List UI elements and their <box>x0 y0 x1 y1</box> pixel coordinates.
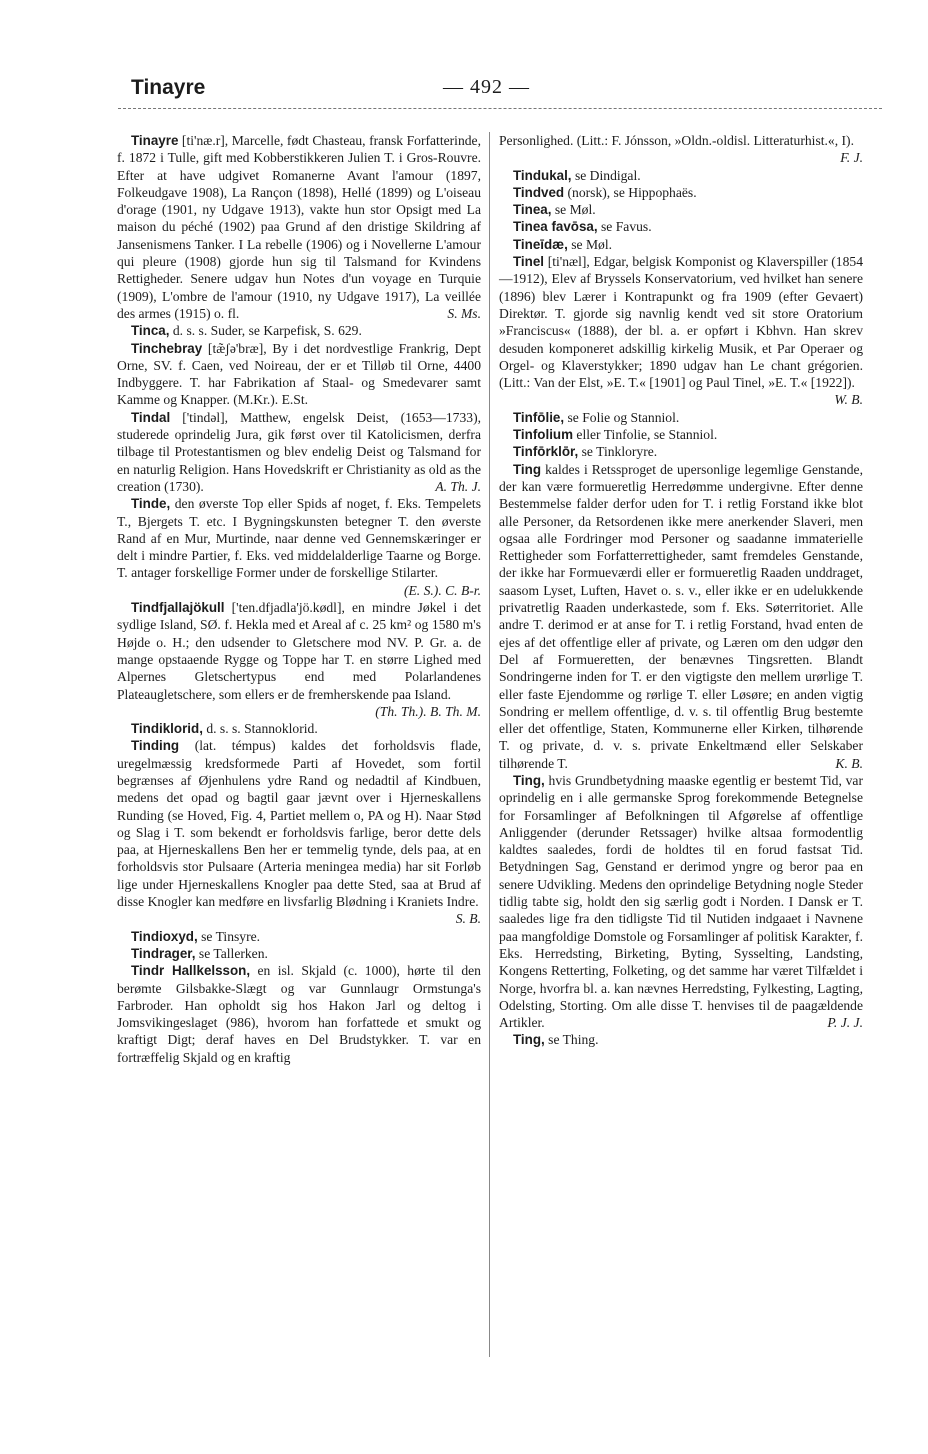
entry-tinea-favosa <box>499 218 863 235</box>
entry-tindved <box>499 184 863 201</box>
entry-text: se Folie og Stanniol. <box>567 409 680 425</box>
entry-text: se Thing. <box>548 1032 599 1048</box>
header-rule <box>118 108 882 109</box>
entry-tinel <box>499 253 863 409</box>
entry-tindfjallajokull <box>117 599 481 720</box>
entry-headword: Tinfōlie, <box>513 409 565 425</box>
entry-headword: Tinca, <box>131 323 170 339</box>
left-column <box>117 132 481 1066</box>
entry-continuation <box>499 132 863 167</box>
entry-ting-assembly <box>499 772 863 1031</box>
entry-text: [tæ̃ʃə'bræ], By i det nordvestlige Frankrig, Dept Orne, SV. f. Caen, ved Noireau, der er et Tilløb til Orne, 4400 Indbyggere. T. har Fabrikation af Staal- og Smedevarer samt Kamme og Knapper. (M.Kr.). E.St. <box>117 340 481 408</box>
entry-headword: Ting, <box>513 1032 545 1048</box>
entry-tinea <box>499 201 863 218</box>
entry-headword: Ting <box>513 461 542 477</box>
entry-text: d. s. s. Suder, se Karpefisk, S. 629. <box>172 323 362 339</box>
entry-text: den øverste Top eller Spids af noget, f. Eks. Tempelets T., Bjergets T. etc. I Bygningskunsten betegner T. den øverste Rand af en Mur, Murtinde, naar denne ved Gennemskæringer er delt i mindre Partier, f. Eks. ved middelalderlige Taarne og Borge. T. antager forskellige Former under de forskellige Stilarter. <box>117 496 481 581</box>
entry-headword: Tindfjallajökull <box>131 600 225 616</box>
entry-headword: Tinfolium <box>513 427 574 443</box>
entry-text: kaldes i Retssproget de upersonlige legemlige Genstande, der kan være formueretlig Herredømme undergivne. Efter denne Bestemmelse falder derfor uden for T. i retlig Forstand ikke blot alle Personer, da Retsordenen ikke mere anerkender Slaveri, men ogsaa alle Fordringer mod Personer og saadanne immaterielle Rettigheder som Forfatterrettigheder, samt fremdeles Genstande, der ikke har Formueværdi eller er formueretlig Raaden unddraget, saasom Lyset, Luften, Havet o. s. v., eller ikke er en udelukkende privatretlig Raaden underkastede, som f. Eks. Søterritoriet. Alle andre T. derimod er at anse for T. i retlig Forstand, hvad enten de ejes af det offentlige eller af private, og Læren om den udgør den Del af Formueretten, der benævnes Tingsretten. Blandt Sondringerne inden for T. er den vigtigste den mellem urørlige T. eller faste Ejendomme og rørlige T. eller Løsøre; en anden vigtig Sondring er mellem offentlige, d. v. s. til offentlig Brug bestemte eller det offentlige, Staten, Kommunerne eller Kirken, tilhørende T. og private, d. v. s. private Enkeltmænd eller Selskaber tilhørende T. <box>499 461 863 771</box>
entry-headword: Tindioxyd, <box>131 928 198 944</box>
entry-ting-thing <box>499 1031 863 1048</box>
entry-text: [ti'næl], Edgar, belgisk Komponist og Klaverspiller (1854—1912), Elev af Bryssels Konservatorium, ved hvilket han senere (1896) blev Lærer i Kontrapunkt og fra 1909 (efter Gevaert) Direktør. T. gjorde sig navnlig kendt ved sit store Oratorium »Franciscus« (1888), der bl. a. er opført i Kbhvn. Han skrev desuden komponeret adskillig kirkelig Musik, et Par Operaer og Orgel- og Klaverstykker; 1890 udgav han Le chant grégorien. (Litt.: Van der Elst, »E. T.« [1901] og Paul Tinel, »E. T.« [1922]). <box>499 254 863 391</box>
entry-headword: Tindukal, <box>513 167 572 183</box>
entry-tindukal <box>499 167 863 184</box>
entry-headword: Tinchebray <box>131 340 203 356</box>
entry-text: Personlighed. (Litt.: F. Jónsson, »Oldn.-oldisl. Litteraturhist.«, I). <box>499 133 854 148</box>
entry-tinde <box>117 495 481 599</box>
entry-tindal <box>117 409 481 495</box>
entry-signature: W. B. <box>834 392 863 408</box>
entry-text: eller Tinfolie, se Stanniol. <box>576 427 718 443</box>
entry-tinfolium <box>499 426 863 443</box>
entry-headword: Tineīdæ, <box>513 236 568 252</box>
page-header <box>131 76 761 102</box>
entry-headword: Tinayre <box>131 133 179 148</box>
page-number: — 492 — <box>443 76 530 98</box>
entry-headword: Tinel <box>513 254 545 270</box>
right-column <box>499 132 863 1049</box>
entry-signature: A. Th. J. <box>435 478 481 494</box>
entry-headword: Tinfōrklōr, <box>513 444 579 460</box>
entry-tinding <box>117 737 481 927</box>
entry-text: se Tallerken. <box>198 945 268 961</box>
entry-tindioxyd <box>117 928 481 945</box>
entry-signature: (Th. Th.). B. Th. M. <box>375 703 481 719</box>
entry-headword: Ting, <box>513 772 545 788</box>
entry-tindr-hallkelsson <box>117 962 481 1066</box>
entry-tinchebray <box>117 340 481 409</box>
entry-text: se Dindigal. <box>574 167 641 183</box>
entry-tineidae <box>499 236 863 253</box>
entry-headword: Tinde, <box>131 496 171 512</box>
entry-tindiklorid <box>117 720 481 737</box>
entry-ting-legal <box>499 461 863 772</box>
entry-text: se Favus. <box>601 219 652 235</box>
entry-headword: Tindiklorid, <box>131 721 203 737</box>
running-headword: Tinayre <box>131 76 206 99</box>
entry-text: hvis Grundbetydning maaske egentlig er bestemt Tid, var oprindelig en i alle germanske Sprog forekommende Betegnelse for Forsamlinger af Befolkningen til Afgørelse af offentlige Anliggender (derunder Retssager) hvilke altsaa formodentlig kaldtes saaledes, fordi de holdtes til en forud fastsat Tid. Betydningen Sag, Genstand er derimod yngre og beror paa en senere Udvikling. Medens den oprindelige Betydning nogle Steder tidlig tabte sig, holdt den sig særlig godt i Norden. I Dansk er T. saaledes lige fra den tidligste Tid til Nutiden indgaaet i Navnene paa mangfoldige Domstole og Forsamlinger af politisk Karakter, f. Eks. Herredsting, Birketing, Byting, Sysselting, Landsting, Kongens Retterting, Folketing, og det samme har været Tilfældet i Norge, hvorfra bl. a. kan nævnes Herredsting, Fylkesting, Lagting, Odelsting, Storting. Om alle disse T. henvises til de paagældende Artikler. <box>499 772 863 1031</box>
entry-text: se Tinsyre. <box>201 928 261 944</box>
entry-tinfolie <box>499 409 863 426</box>
entry-text: se Møl. <box>554 202 596 218</box>
entry-headword: Tindr Hallkelsson, <box>131 963 251 979</box>
entry-signature: K. B. <box>835 755 863 771</box>
entry-tinforklor <box>499 443 863 460</box>
entry-tindrager <box>117 945 481 962</box>
column-divider <box>489 132 490 1357</box>
entry-text: ['ten.dfjadla'jö.kødl], en mindre Jøkel i det sydlige Island, SØ. f. Hekla med et Areal af c. 25 km² og 1580 m's Højde o. H.; den udsender to Gletschere mod NV. P. Gr. a. de mange opstaaende Rygge og Toppe har T. en større Lighed med Alpernes Gletschertypus end med Polarlandenes Plateaugletschere, som ellers er de fremherskende paa Island. <box>117 600 481 702</box>
entry-signature: P. J. J. <box>827 1015 863 1031</box>
entry-headword: Tindal <box>131 409 171 425</box>
entry-signature: S. B. <box>455 911 481 927</box>
entry-tinca <box>117 322 481 339</box>
entry-signature: S. Ms. <box>447 305 481 321</box>
entry-text: [ti'næ.r], Marcelle, født Chasteau, fransk Forfatterinde, f. 1872 i Tulle, gift med Kobberstikkeren Julien T. i Gros-Rouvre. Efter at have udgivet Romanerne Avant l'amour (1897, Folkeudgave 1908), La Rançon (1898), Hellé (1899) og L'oiseau d'orage (1901, ny Udgave 1913), vakte hun stor Opsigt med La maison du péché (1902) paa Grund af den dristige Skildring af Jansenismens Tanker. I La rebelle (1906) og i Novellerne L'amour qui pleure (1908) gjorde hun sig til Talsmand for Kvindens Rettigheder. Senere udgav hun Notes d'un voyage en Turquie (1909), L'ombre de l'amour (1910, ny Udgave 1917), La veillée des armes (1915) o. fl. <box>117 133 481 321</box>
entry-text: se Tinkloryre. <box>581 444 658 460</box>
entry-signature: F. J. <box>840 150 863 166</box>
entry-text: en isl. Skjald (c. 1000), hørte til den berømte Gilsbakke-Slægt og var Gunnlaugr Ormstunga's Farbroder. Han opholdt sig hos Hakon Jarl og deltog i Jomsvikingeslaget (986), hvorom han forfattede et smukt og kraftigt Digt; deraf haves en Del Brudstykker. T. var en fortræffelig Skjald og en kraftig <box>117 963 481 1065</box>
entry-text: (lat. témpus) kaldes det forholdsvis flade, uregelmæssig kredsformede Parti af Hovedet, som fortil begrænses af Øjenhulens ydre Rand og nedadtil af Kindbuen, medens det opad og bagtil gaar jævnt over i Hjerneskallens Runding (se Hoved, Fig. 4, Partiet mellem o, PA og H). Naar Stød og Slag i T. som bekendt er forholdsvis farlige, beror dette dels paa, at Hjerneskallens Ben her er temmelig tynde, dels paa, at en forholdsvis stor Pulsaare (Arteria meningea media) har sit Forløb lige under Hjerneskallens Knogler paa dette Sted, saa at Brud af disse Knogler kan medføre en livsfarlig Blødning i Kraniets Indre. <box>117 738 481 910</box>
entry-tinayre <box>117 132 481 322</box>
entry-text: d. s. s. Stannoklorid. <box>206 721 318 737</box>
entry-text: (norsk), se Hippophaës. <box>567 184 697 200</box>
entry-text: se Møl. <box>571 236 612 252</box>
entry-headword: Tinding <box>131 738 180 754</box>
entry-text: ['tindəl], Matthew, engelsk Deist, (1653—1733), studerede oprindelig Jura, gik først over til Katolicismen, derfra tilbage til Protestantismen og blev endelig Deist og Talsmand for en naturlig Religion. Hans Hovedskrift er Christianity as old as the creation (1730). <box>117 409 481 494</box>
entry-headword: Tindved <box>513 184 565 200</box>
entry-headword: Tinea favōsa, <box>513 219 598 235</box>
entry-headword: Tinea, <box>513 202 552 218</box>
entry-signature: (E. S.). C. B-r. <box>403 582 481 598</box>
entry-headword: Tindrager, <box>131 945 196 961</box>
